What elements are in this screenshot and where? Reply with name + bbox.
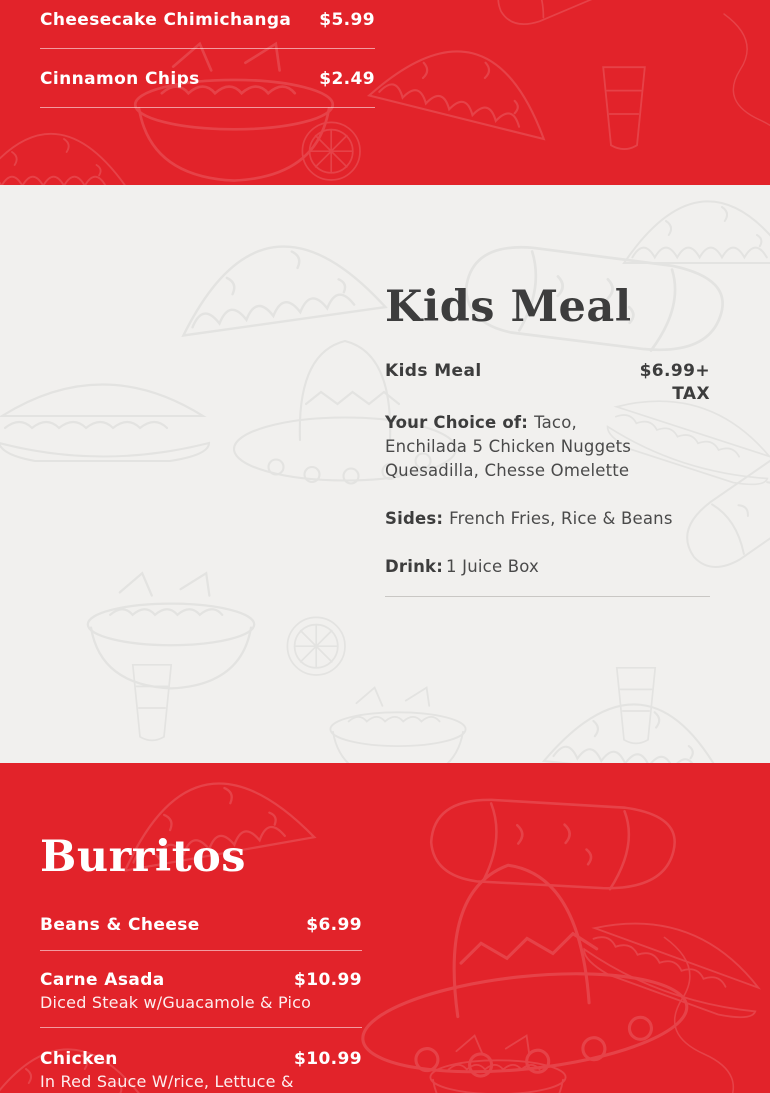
kids-meal-section xyxy=(0,185,770,763)
item-description: In Red Sauce W/rice, Lettuce & xyxy=(40,1072,294,1091)
item-divider xyxy=(385,596,710,597)
item-name: Cheesecake Chimichanga xyxy=(40,10,292,30)
item-description: Diced Steak w/Guacamole & Pico xyxy=(40,993,312,1012)
item-name: Chicken xyxy=(40,1049,118,1069)
item-name: Beans & Cheese xyxy=(40,915,200,935)
drink-value: 1 Juice Box xyxy=(446,557,540,576)
menu-item-carne-asada xyxy=(40,969,362,991)
sides-label: Sides: xyxy=(385,509,444,528)
choice-label: Your Choice of: xyxy=(385,413,529,432)
item-price: $10.99 xyxy=(293,970,362,990)
item-divider xyxy=(40,950,362,951)
item-price: $6.99 xyxy=(306,915,362,935)
sides-detail xyxy=(385,507,710,531)
menu-item-chicken xyxy=(40,1048,362,1070)
dessert-items-list xyxy=(40,9,375,108)
item-price: $10.99 xyxy=(293,1049,362,1069)
burritos-heading: Burritos xyxy=(40,832,247,882)
item-name: Kids Meal xyxy=(385,361,482,381)
item-price: $5.99 xyxy=(319,10,375,30)
burritos-content xyxy=(40,833,362,1093)
choice-value: Taco, Enchilada 5 Chicken Nuggets Quesadilla, Chesse Omelette xyxy=(385,413,632,480)
item-name: Cinnamon Chips xyxy=(40,69,200,89)
item-price: $2.49 xyxy=(319,69,375,89)
menu-item-kids-meal xyxy=(385,360,710,406)
menu-item-cheesecake-chimichanga xyxy=(40,9,375,31)
price-tax-note: TAX xyxy=(672,384,710,404)
kids-meal-heading: Kids Meal xyxy=(385,282,632,332)
menu-item-cinnamon-chips xyxy=(40,68,375,90)
drink-detail xyxy=(385,555,710,579)
item-divider xyxy=(40,1027,362,1028)
item-price xyxy=(640,360,710,406)
price-value: $6.99+ xyxy=(639,361,710,381)
item-name: Carne Asada xyxy=(40,970,165,990)
drink-label: Drink: xyxy=(385,557,444,576)
sides-value: French Fries, Rice & Beans xyxy=(449,509,673,528)
item-divider xyxy=(40,107,375,108)
item-divider xyxy=(40,48,375,49)
kids-meal-content xyxy=(385,283,710,597)
dessert-section xyxy=(0,0,770,185)
burritos-section xyxy=(0,763,770,1093)
choice-detail xyxy=(385,411,657,483)
menu-item-beans-cheese xyxy=(40,914,362,936)
